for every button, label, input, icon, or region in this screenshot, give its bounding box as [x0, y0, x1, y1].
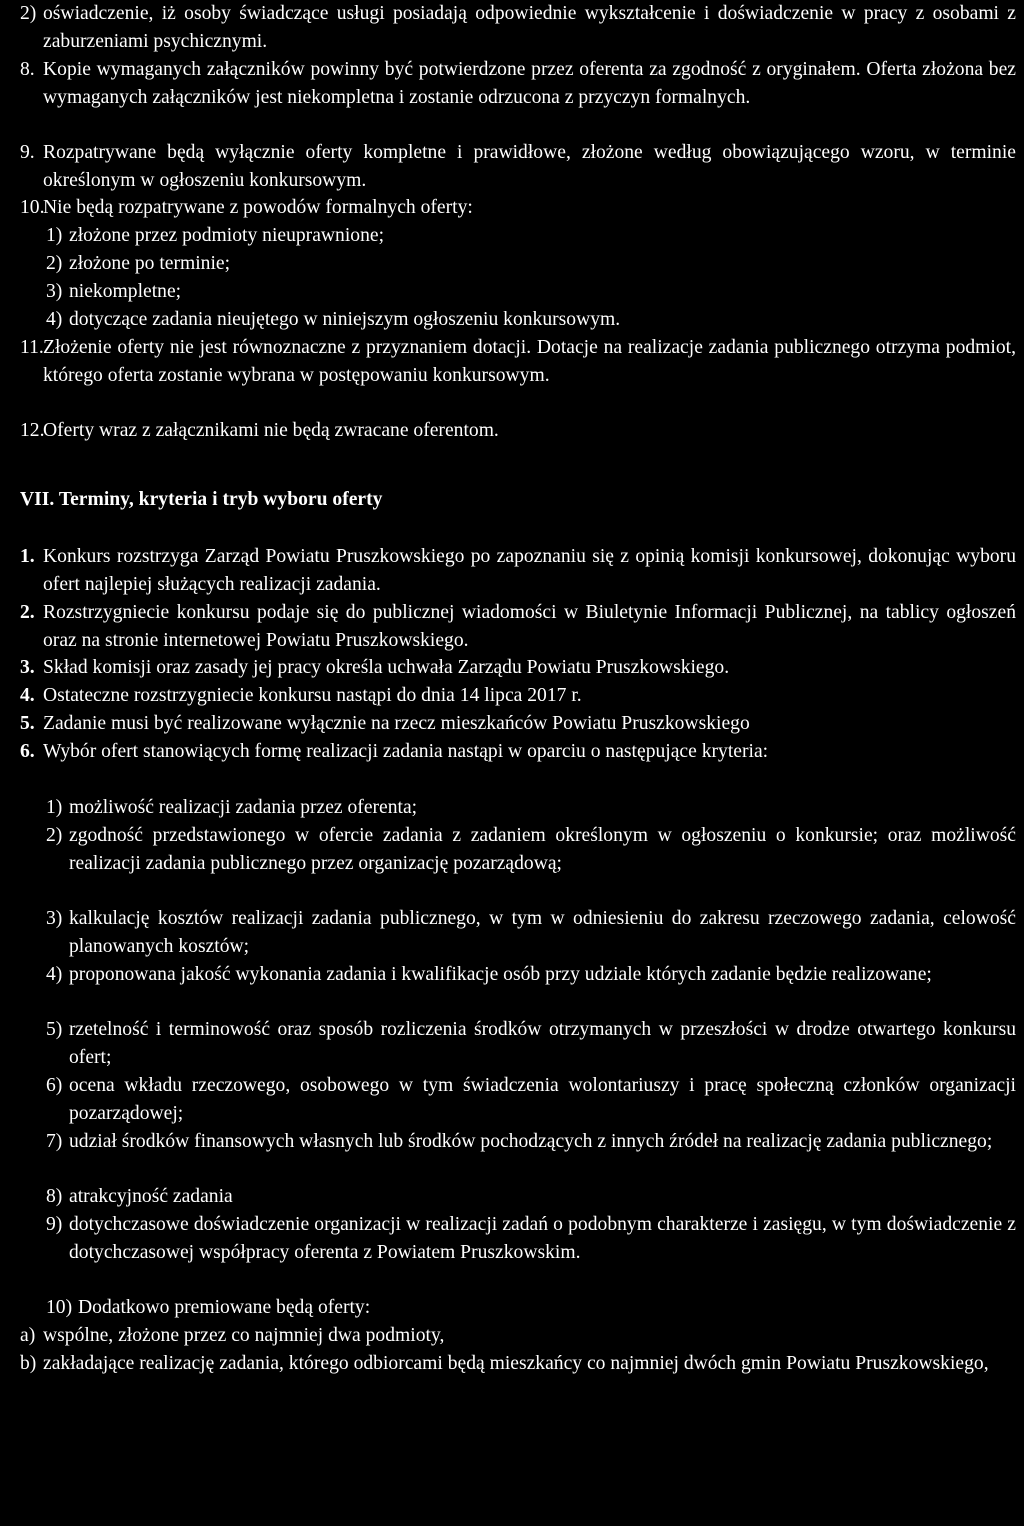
- item-number: 10): [46, 1297, 73, 1318]
- criteria-item: [46, 1183, 1016, 1211]
- criteria-item: [46, 1016, 1016, 1071]
- criteria-item: [46, 794, 1016, 822]
- list-item: [20, 738, 1016, 766]
- item-number: 12.: [20, 420, 45, 441]
- item-text: dotychczasowe doświadczenie organizacji w realizacji zadań o podobnym charakterze i zasięgu, w tym doświadczenie z dotychczasowej współpracy oferenta z Powiatem Pruszkowskim.: [69, 1214, 1016, 1263]
- criteria-item: [46, 1128, 1016, 1156]
- criteria-item: [46, 822, 1016, 877]
- criteria-item: [46, 1211, 1016, 1266]
- item-text: Kopie wymaganych załączników powinny być potwierdzone przez oferenta za zgodność z oryginałem. Oferta złożona bez wymaganych załączników jest niekompletna i zostanie odrzucona z przyczyn formalnych.: [43, 59, 1016, 108]
- item-text: możliwość realizacji zadania przez oferenta;: [69, 797, 418, 818]
- item-number: 9.: [20, 142, 35, 163]
- item-text: wspólne, złożone przez co najmniej dwa podmioty,: [43, 1325, 445, 1346]
- item-number: 3): [46, 908, 63, 929]
- list-item: [20, 56, 1016, 111]
- item-text: ocena wkładu rzeczowego, osobowego w tym świadczenia wolontariuszy i pracę społeczną członków organizacji pozarządowej;: [69, 1075, 1016, 1124]
- item-text: złożone po terminie;: [69, 253, 231, 274]
- item-text: Oferty wraz z załącznikami nie będą zwracane oferentom.: [43, 420, 499, 441]
- item-text: kalkulację kosztów realizacji zadania publicznego, w tym w odniesieniu do zakresu rzeczowego zadania, celowość planowanych kosztów;: [69, 908, 1016, 957]
- item-number: 4): [46, 964, 63, 985]
- list-item: [20, 334, 1016, 389]
- item-text: Wybór ofert stanowiących formę realizacji zadania nastąpi w oparciu o następujące kryteria:: [43, 741, 769, 762]
- item-number: 2): [46, 253, 63, 274]
- item-number: 1): [46, 797, 63, 818]
- sub-list-item: [46, 306, 1016, 334]
- item-text: rzetelność i terminowość oraz sposób rozliczenia środków otrzymanych w przeszłości w drodze otwartego konkursu ofert;: [69, 1019, 1016, 1068]
- list-item: [20, 543, 1016, 598]
- sub-list-item: [46, 222, 1016, 250]
- criteria-item: [46, 961, 1016, 989]
- item-text: Złożenie oferty nie jest równoznaczne z przyznaniem dotacji. Dotacje na realizacje zadania publicznego otrzyma podmiot, którego oferta zostanie wybrana w postępowaniu konkursowym.: [43, 337, 1016, 386]
- item-text: Rozpatrywane będą wyłącznie oferty kompletne i prawidłowe, złożone według obowiązującego wzoru, w terminie określonym w ogłoszeniu konkursowym.: [43, 142, 1016, 191]
- item-text: atrakcyjność zadania: [69, 1186, 233, 1207]
- list-item: [20, 654, 1016, 682]
- item-number: 3.: [20, 657, 35, 678]
- item-text: dotyczące zadania nieujętego w niniejszym ogłoszeniu konkursowym.: [69, 309, 621, 330]
- sub-list-item: [46, 250, 1016, 278]
- list-item: [20, 0, 1016, 55]
- item-text: złożone przez podmioty nieuprawnione;: [69, 225, 385, 246]
- item-number: 8.: [20, 59, 35, 80]
- item-text: zakładające realizację zadania, którego odbiorcami będą mieszkańcy co najmniej dwóch gmin Powiatu Pruszkowskiego,: [43, 1353, 989, 1374]
- item-number: 5.: [20, 713, 35, 734]
- list-item: [20, 139, 1016, 194]
- item-text: Nie będą rozpatrywane z powodów formalnych oferty:: [43, 197, 473, 218]
- item-number: a): [20, 1325, 36, 1346]
- item-text: Rozstrzygniecie konkursu podaje się do publicznej wiadomości w Biuletynie Informacji Publicznej, na tablicy ogłoszeń oraz na stronie internetowej Powiatu Pruszkowskiego.: [43, 602, 1016, 651]
- item-number: 2): [46, 825, 63, 846]
- item-number: 10.: [20, 197, 45, 218]
- item-text: Konkurs rozstrzyga Zarząd Powiatu Pruszkowskiego po zapoznaniu się z opinią komisji konkursowej, dokonując wyboru ofert najlepiej służących realizacji zadania.: [43, 546, 1016, 595]
- list-item: [20, 682, 1016, 710]
- criteria-item: [46, 1294, 1016, 1322]
- item-number: 1.: [20, 546, 35, 567]
- item-text: niekompletne;: [69, 281, 182, 302]
- section-heading: VII. Terminy, kryteria i tryb wyboru oferty: [20, 489, 383, 510]
- item-number: 4.: [20, 685, 35, 706]
- sub-list-item: [46, 278, 1016, 306]
- item-text: Skład komisji oraz zasady jej pracy określa uchwała Zarządu Powiatu Pruszkowskiego.: [43, 657, 730, 678]
- criteria-item: [46, 905, 1016, 960]
- list-item: [20, 194, 1016, 222]
- item-number: 8): [46, 1186, 63, 1207]
- item-number: 2.: [20, 602, 35, 623]
- list-item: [20, 599, 1016, 654]
- item-number: 4): [46, 309, 63, 330]
- item-number: 6.: [20, 741, 35, 762]
- list-item: [20, 710, 1016, 738]
- bonus-item: [20, 1322, 1016, 1350]
- bonus-item: [20, 1350, 1016, 1378]
- item-number: 5): [46, 1019, 63, 1040]
- item-number: 9): [46, 1214, 63, 1235]
- item-number: 3): [46, 281, 63, 302]
- item-number: 2): [20, 3, 37, 24]
- item-text: oświadczenie, iż osoby świadczące usługi posiadają odpowiednie wykształcenie i doświadczenie w pracy z osobami z zaburzeniami psychicznymi.: [43, 3, 1016, 52]
- item-text: Ostateczne rozstrzygniecie konkursu nastąpi do dnia 14 lipca 2017 r.: [43, 685, 582, 706]
- item-number: 6): [46, 1075, 63, 1096]
- item-text: Dodatkowo premiowane będą oferty:: [78, 1297, 371, 1318]
- item-number: b): [20, 1353, 37, 1374]
- item-number: 11.: [20, 337, 44, 358]
- list-item: [20, 417, 1016, 445]
- item-text: Zadanie musi być realizowane wyłącznie na rzecz mieszkańców Powiatu Pruszkowskiego: [43, 713, 750, 734]
- item-number: 1): [46, 225, 63, 246]
- criteria-item: [46, 1072, 1016, 1127]
- item-text: udział środków finansowych własnych lub środków pochodzących z innych źródeł na realizację zadania publicznego;: [69, 1131, 993, 1152]
- item-text: zgodność przedstawionego w ofercie zadania z zadaniem określonym w ogłoszeniu o konkursie; oraz możliwość realizacji zadania publicznego przez organizację pozarządową;: [69, 825, 1016, 874]
- item-number: 7): [46, 1131, 63, 1152]
- item-text: proponowana jakość wykonania zadania i kwalifikacje osób przy udziale których zadanie będzie realizowane;: [69, 964, 932, 985]
